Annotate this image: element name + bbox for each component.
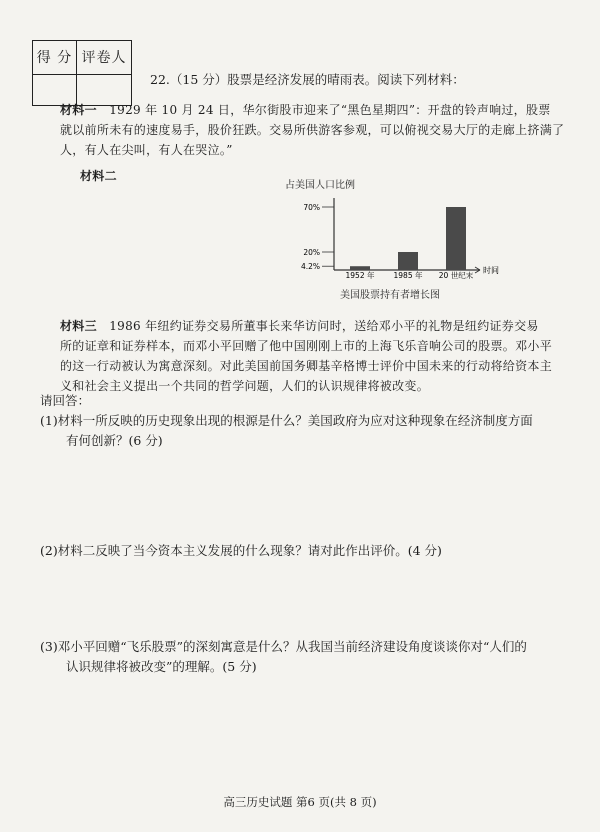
x-tick-label: 20 世纪末 (438, 271, 474, 280)
material1-line1: 1929 年 10 月 24 日，华尔街股市迎来了“黑色星期四”：开盘的铃声响过，股票 (109, 103, 551, 117)
question-3-cont: 认识规律将被改变”的理解。(5 分) (66, 659, 257, 674)
x-tick-label: 1985 年 (393, 271, 423, 280)
question-1: (1)材料一所反映的历史现象出现的根源是什么？美国政府为应对这种现象在经济制度方面 (40, 413, 533, 428)
material3 (60, 316, 539, 336)
material1-line3: 人，有人在尖叫，有人在哭泣。” (60, 143, 233, 157)
y-tick-label: 70% (303, 203, 320, 212)
score-label: 得 分 (36, 50, 73, 66)
page-footer: 高三历史试题 第6 页(共 8 页) (223, 795, 377, 809)
chart-title: 占美国人口比例 (285, 180, 355, 191)
score-table (32, 40, 132, 106)
material1 (60, 100, 551, 120)
y-tick-label: 4.2% (300, 262, 320, 272)
material2-label: 材料二 (80, 169, 117, 183)
chart-caption: 美国股票持有者增长图 (340, 290, 440, 301)
material1-line2: 就以前所未有的速度易手，股价狂跌。交易所供游客参观，可以俯视交易大厅的走廊上挤满了 (60, 123, 565, 137)
material1-label: 材料一 (60, 103, 97, 117)
question-title: 22.（15 分）股票是经济发展的晴雨表。阅读下列材料： (150, 72, 465, 87)
bar-0 (350, 266, 370, 270)
x-tick-label: 1952 年 (345, 271, 375, 280)
question-1-cont: 有何创新？(6 分) (66, 433, 163, 448)
grader-label: 评卷人 (81, 50, 127, 66)
material3-line2: 所的证章和证券样本，而邓小平回赠了他中国刚刚上市的上海飞乐音响公司的股票。邓小平 (60, 339, 553, 353)
material3-line4: 义和社会主义提出一个共同的哲学问题，人们的认识规律将被改变。 (60, 379, 430, 393)
material3-label: 材料三 (60, 319, 97, 333)
bar-2 (446, 207, 466, 270)
bar-1 (398, 252, 418, 270)
prompt: 请回答： (40, 393, 91, 408)
question-2: (2)材料二反映了当今资本主义发展的什么现象？请对此作出评价。(4 分) (40, 543, 442, 558)
x-axis-label: 时间 (483, 266, 499, 275)
material3-line1: 1986 年纽约证券交易所董事长来华访问时，送给邓小平的礼物是纽约证券交易 (109, 319, 539, 333)
y-tick-label: 20% (303, 248, 320, 257)
material3-line3: 的这一行动被认为寓意深刻。对此美国前国务卿基辛格博士评价中国未来的行动将给资本主 (60, 359, 553, 373)
question-3: (3)邓小平回赠“飞乐股票”的深刻寓意是什么？从我国当前经济建设角度谈谈你对“人们的 (40, 639, 527, 654)
stock-holder-chart (270, 190, 530, 280)
